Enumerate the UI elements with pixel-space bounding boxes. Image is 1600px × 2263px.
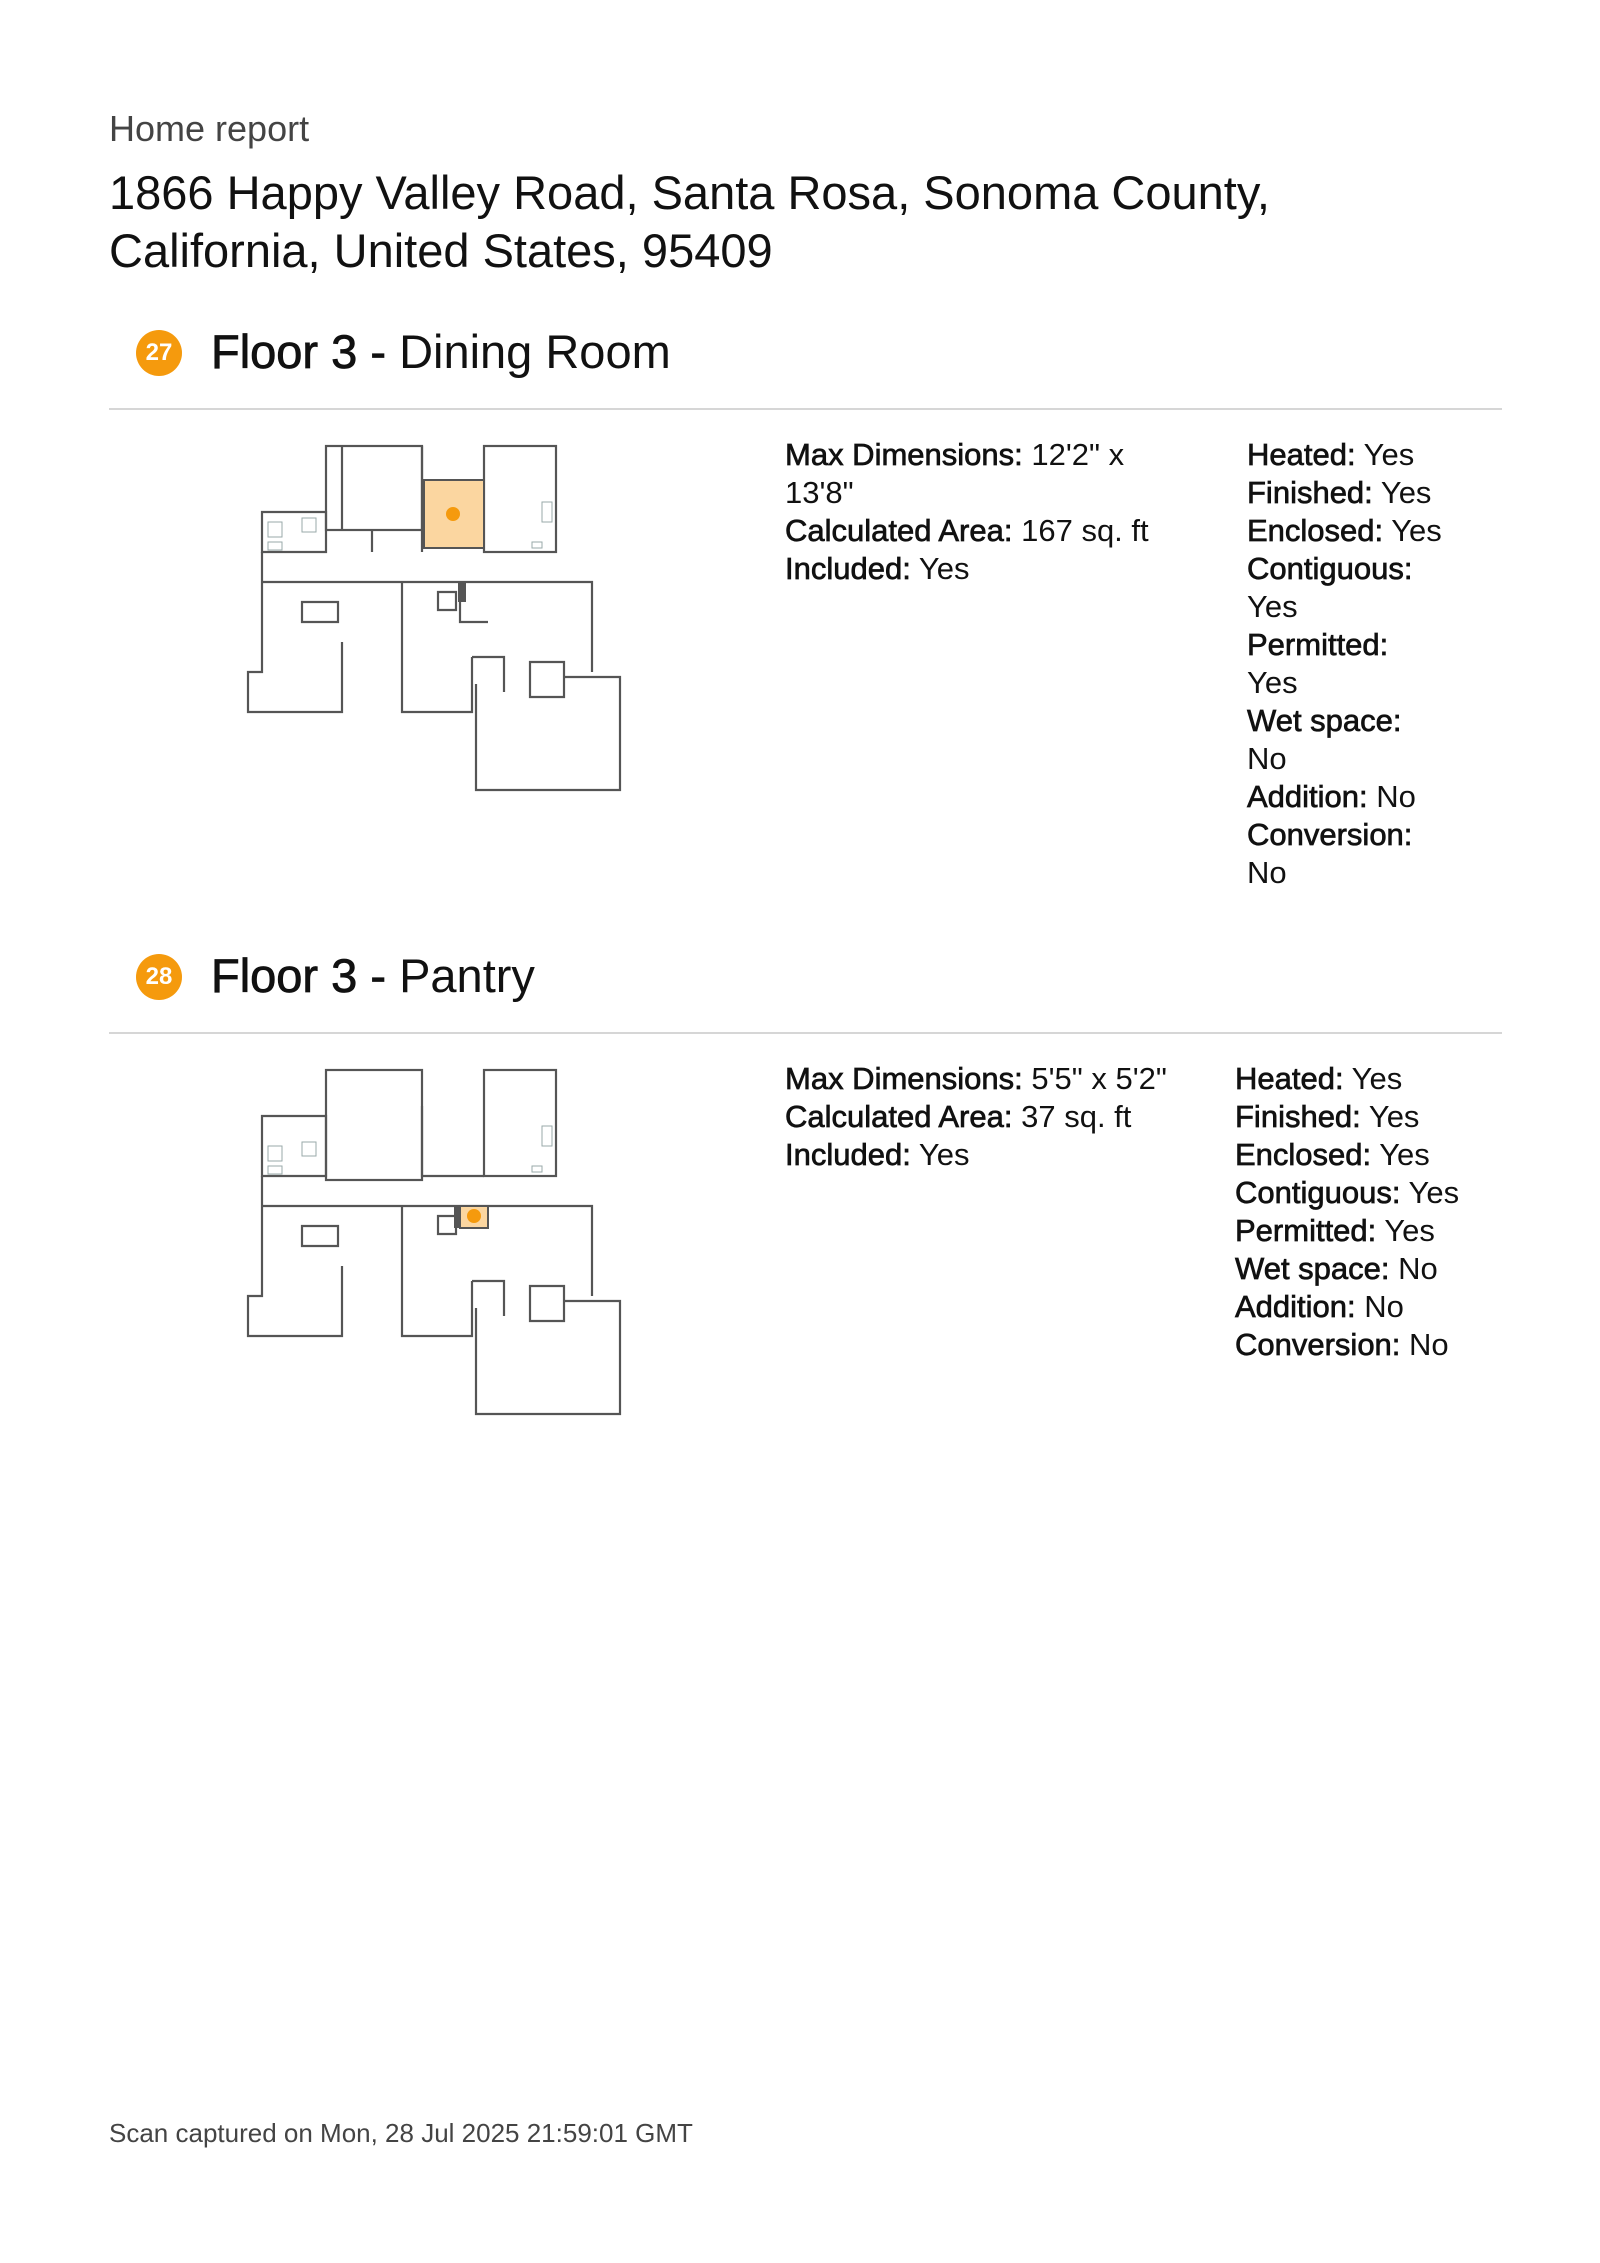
info-row: Addition: No [1247,779,1416,814]
room-header [109,325,1502,410]
info-row: Permitted: Yes [1247,627,1389,700]
property-address: 1866 Happy Valley Road, Santa Rosa, Sonoma County, California, United States, 95409 [109,166,1270,277]
info-row: Heated: Yes [1235,1061,1403,1096]
plan-wall [476,1301,620,1414]
room-title [211,322,671,382]
info-row: Enclosed: Yes [1247,513,1442,548]
plan-room-top-right [484,1070,556,1176]
info-row: Enclosed: Yes [1235,1137,1430,1172]
plan-wall [476,677,620,790]
info-row: Conversion: No [1247,817,1413,890]
info-row: Wet space: No [1247,703,1402,776]
info-row: Calculated Area: 37 sq. ft [785,1099,1132,1134]
plan-room-top-left [326,446,422,530]
plan-fixture [532,502,552,548]
plan-wall [342,446,422,552]
plan-wall [248,1176,342,1336]
room-number-badge: 27 [136,330,182,376]
floor-label: Floor 3 - [211,325,386,378]
scan-capture-footer: Scan captured on Mon, 28 Jul 2025 21:59:01 GMT [109,2118,693,2148]
plan-wall [262,1206,592,1296]
plan-wall [422,1106,484,1176]
room-number-badge: 28 [136,954,182,1000]
plan-pantry-mark [458,582,466,602]
info-row: Finished: Yes [1235,1099,1420,1134]
plan-wall [302,1226,338,1246]
plan-room-marker [467,1209,481,1223]
plan-wall [262,582,592,672]
info-row: Contiguous: Yes [1235,1175,1460,1210]
plan-room-top-right [484,446,556,552]
plan-wall [438,1216,456,1234]
plan-fixture [268,518,316,550]
plan-wall [438,592,456,610]
info-row: Contiguous: Yes [1247,551,1413,624]
room-info-right [1247,436,1442,892]
plan-wall [248,552,342,712]
room-name: Pantry [399,949,535,1002]
room-info-left [785,436,1185,588]
info-row: Calculated Area: 167 sq. ft [785,513,1149,548]
plan-fixture [268,1142,316,1174]
info-row: Max Dimensions: 12'2" x 13'8" [785,437,1125,510]
info-row: Conversion: No [1235,1327,1449,1362]
plan-fixture [532,1126,552,1172]
info-row: Included: Yes [785,1137,970,1172]
plan-wall [302,602,338,622]
plan-room-marker [446,507,460,521]
info-row: Addition: No [1235,1289,1404,1324]
room-title [211,946,535,1006]
info-row: Wet space: No [1235,1251,1438,1286]
info-row: Max Dimensions: 5'5" x 5'2" [785,1061,1167,1096]
info-row: Finished: Yes [1247,475,1432,510]
info-row: Included: Yes [785,551,970,586]
room-name: Dining Room [399,325,671,378]
floor-label: Floor 3 - [211,949,386,1002]
plan-wall-mark [454,1206,460,1228]
room-info-left [785,1060,1205,1174]
plan-wall [530,662,564,697]
info-row: Permitted: Yes [1235,1213,1435,1248]
room-header [109,949,1502,1034]
floor-plan-thumbnail [242,1066,626,1418]
floor-plan-thumbnail [242,442,626,794]
room-info-right [1235,1060,1525,1364]
info-row: Heated: Yes [1247,437,1415,472]
plan-wall [530,1286,564,1321]
report-label: Home report [109,108,310,149]
plan-room-top-left [326,1070,422,1180]
